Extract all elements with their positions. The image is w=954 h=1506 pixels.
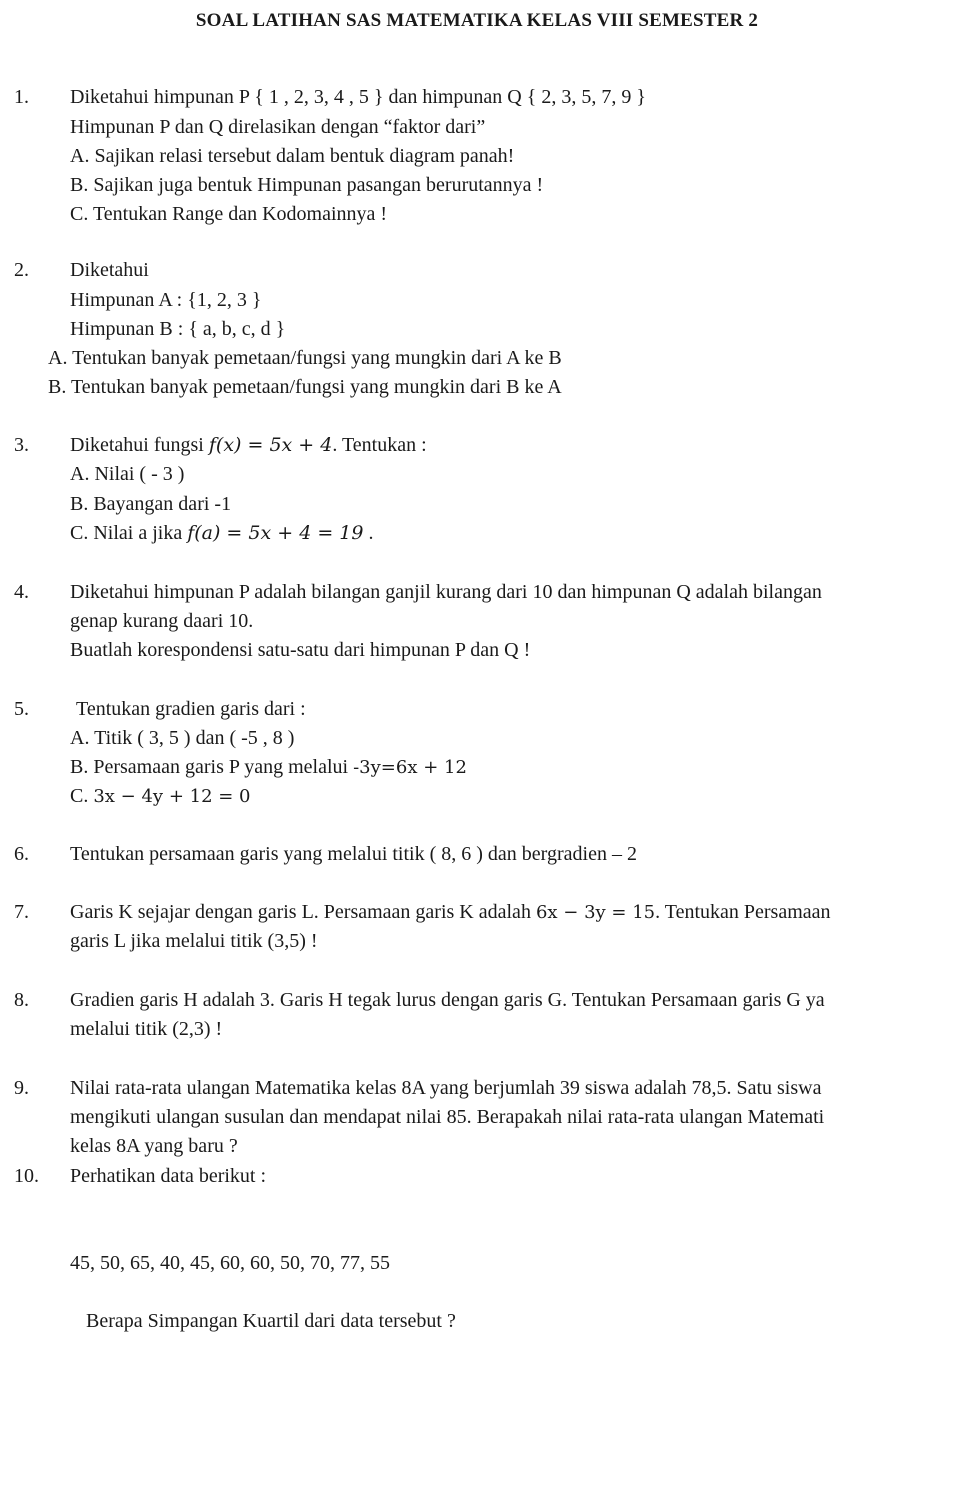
question-item-text: B. Persamaan garis P yang melalui xyxy=(70,756,349,778)
question-text: Buatlah korespondensi satu-satu dari himpunan P dan Q ! xyxy=(70,639,531,661)
question-number: 8. xyxy=(14,989,29,1011)
question-number: 7. xyxy=(14,901,29,923)
question-text: Diketahui himpunan P adalah bilangan ganjil kurang dari 10 dan himpunan Q adalah bilangan xyxy=(70,581,822,603)
question-number: 3. xyxy=(14,434,29,456)
question-text: Himpunan B : { a, b, c, d } xyxy=(70,318,286,340)
question-item: B. Sajikan juga bentuk Himpunan pasangan berurutannya ! xyxy=(70,174,544,196)
question-item xyxy=(70,520,373,546)
question-text: genap kurang daari 10. xyxy=(70,610,254,632)
question-number: 9. xyxy=(14,1077,29,1099)
question-text: Diketahui himpunan P { 1 , 2, 3, 4 , 5 } dan himpunan Q { 2, 3, 5, 7, 9 } xyxy=(70,86,646,108)
question-number: 6. xyxy=(14,843,29,865)
question-text-intro: Diketahui fungsi xyxy=(70,434,204,456)
question-text-end: . Tentukan : xyxy=(332,434,427,456)
equation: -3y=6x + 12 xyxy=(353,757,467,778)
question-text: Nilai rata-rata ulangan Matematika kelas 8A yang berjumlah 39 siswa adalah 78,5. Satu siswa xyxy=(70,1077,822,1099)
question-number: 2. xyxy=(14,259,29,281)
question-number: 5. xyxy=(14,698,29,720)
question-text: kelas 8A yang baru ? xyxy=(70,1135,238,1157)
question-item: A. Titik ( 3, 5 ) dan ( -5 , 8 ) xyxy=(70,727,295,749)
question-text xyxy=(70,899,831,925)
question-number: 10. xyxy=(14,1165,39,1187)
question-item xyxy=(70,754,467,780)
question-text: Gradien garis H adalah 3. Garis H tegak lurus dengan garis G. Tentukan Persamaan garis G ya xyxy=(70,989,825,1011)
question-text: Himpunan A : {1, 2, 3 } xyxy=(70,289,262,311)
question-text-end: . Tentukan Persamaan xyxy=(655,901,831,923)
question-text: Tentukan persamaan garis yang melalui titik ( 8, 6 ) dan bergradien – 2 xyxy=(70,843,637,865)
question-text: mengikuti ulangan susulan dan mendapat nilai 85. Berapakah nilai rata-rata ulangan Matemati xyxy=(70,1106,825,1128)
question-text xyxy=(70,432,427,458)
question-item: A. Sajikan relasi tersebut dalam bentuk diagram panah! xyxy=(70,145,515,167)
question-item-end: . xyxy=(368,522,374,544)
question-text: Diketahui xyxy=(70,259,149,281)
question-item: A. Tentukan banyak pemetaan/fungsi yang mungkin dari A ke B xyxy=(48,347,562,369)
question-item xyxy=(70,783,251,809)
question-text: garis L jika melalui titik (3,5) ! xyxy=(70,930,318,952)
question-text: Berapa Simpangan Kuartil dari data tersebut ? xyxy=(86,1310,456,1332)
equation: 3x − 4y + 12 = 0 xyxy=(93,786,251,807)
question-item: A. Nilai ( - 3 ) xyxy=(70,463,185,485)
page-title: SOAL LATIHAN SAS MATEMATIKA KELAS VIII SEMESTER 2 xyxy=(195,10,759,31)
question-number: 1. xyxy=(14,86,29,108)
question-item: B. Tentukan banyak pemetaan/fungsi yang mungkin dari B ke A xyxy=(48,376,562,398)
data-values: 45, 50, 65, 40, 45, 60, 60, 50, 70, 77, 55 xyxy=(70,1252,390,1274)
question-item: B. Bayangan dari -1 xyxy=(70,493,232,515)
question-text: Tentukan gradien garis dari : xyxy=(76,698,306,720)
question-item-text: C. xyxy=(70,785,89,807)
question-text: melalui titik (2,3) ! xyxy=(70,1018,223,1040)
question-item: C. Tentukan Range dan Kodomainnya ! xyxy=(70,203,388,225)
function-formula: f(a) = 5x + 4 = 19 xyxy=(187,522,364,544)
question-text-part: Garis K sejajar dengan garis L. Persamaan garis K adalah xyxy=(70,901,531,923)
question-number: 4. xyxy=(14,581,29,603)
question-text: Perhatikan data berikut : xyxy=(70,1165,267,1187)
question-text: Himpunan P dan Q direlasikan dengan “faktor dari” xyxy=(70,116,486,138)
equation: 6x − 3y = 15 xyxy=(535,902,656,923)
function-formula: f(x) = 5x + 4 xyxy=(208,434,333,456)
question-item-text: C. Nilai a jika xyxy=(70,522,183,544)
